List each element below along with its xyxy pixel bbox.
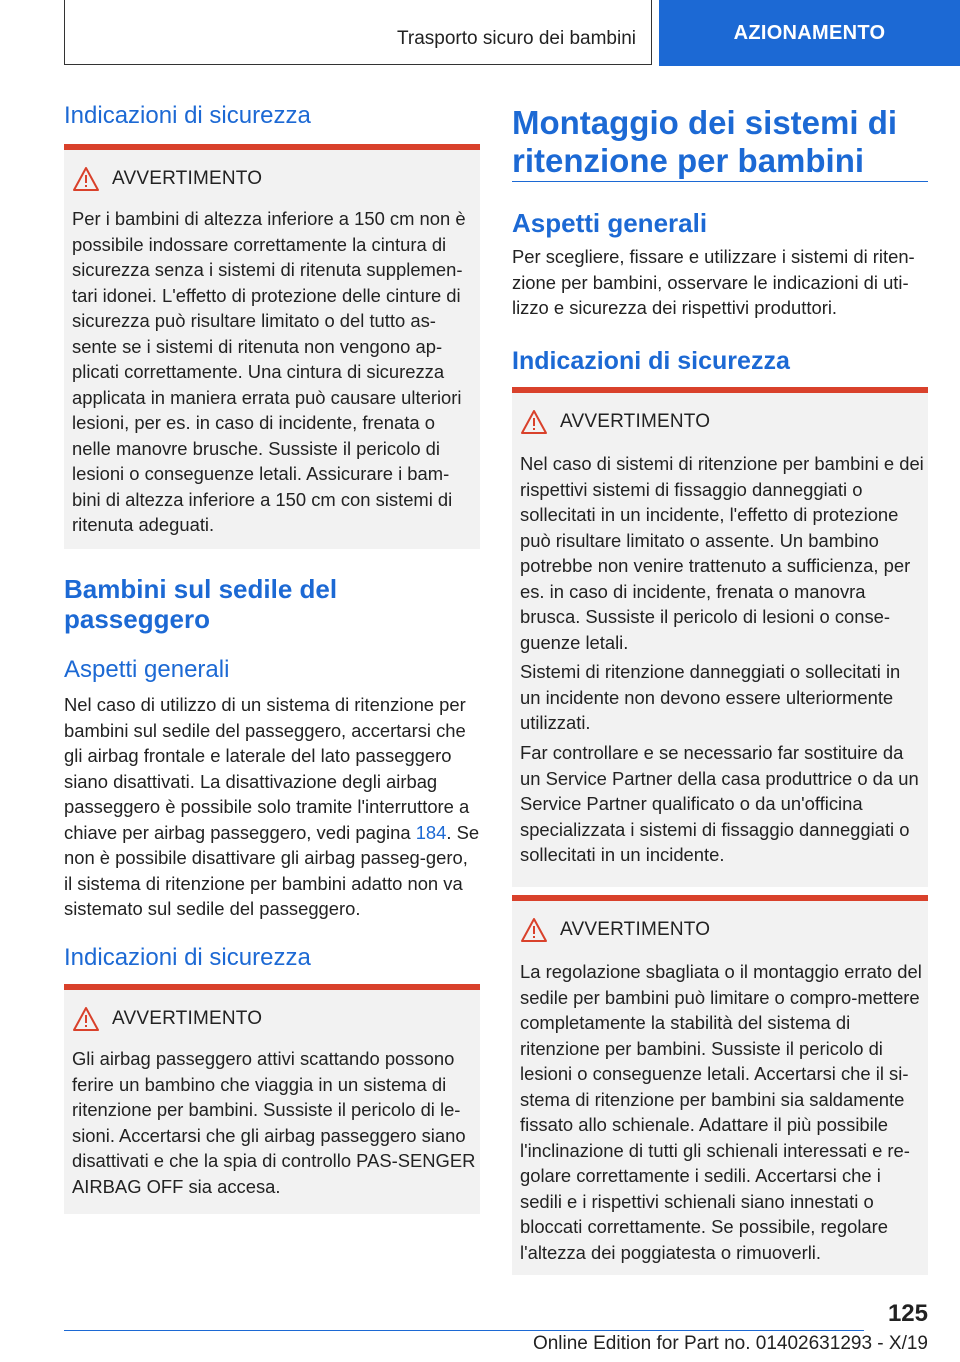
warning-header [72, 166, 262, 192]
warning-header [520, 409, 710, 435]
warning-text: Per i bambini di altezza inferiore a 150 cm non è possibile indossare correttamente la cintura di sicurezza senza i sistemi di ritenuta supplemen-tari idonei. L'effetto di protezione delle cinture di sicurezza può risultare limitato o del tutto as-sente se i sistemi di ritenuta non vengono ap-plicati correttamente. Una cintura di sicurezza applicata in maniera errata può causare ulteriori lesioni, per es. in caso di incidente, frenata o nelle manovre brusche. Sussiste il pericolo di lesioni o conseguenze letali. Assicurare i bam-bini di altezza inferiore a 150 cm con sistemi di ritenuta adeguati. [72, 208, 466, 535]
page-link-184[interactable]: 184 [415, 821, 447, 843]
chapter-tab[interactable]: AZIONAMENTO [659, 0, 960, 66]
warning-triangle-icon [520, 917, 548, 943]
subheading-general: Aspetti generali [64, 656, 230, 683]
heading-safety-right: Indicazioni di sicurezza [512, 347, 790, 375]
warning-triangle-icon [72, 1006, 100, 1032]
footer-edition: Online Edition for Part no. 01402631293 - X/19 [532, 1333, 928, 1354]
warning-header [72, 1006, 262, 1032]
warning-text: La regolazione sbagliata o il montaggio errato del sedile per bambini può limitare o compro-mettere completamente la stabilità del sistema di ritenzione per bambini. Sussiste il pericolo di lesioni o conseguenze letali. Accertarsi che il si-stema di ritenzione per bambini sia saldamente fissato allo schienale. Adattare il più possibile l'inclinazione di tutti gli schienali interessati e re-golare correttamente i sedili. Accertarsi che i sedili e i rispettivi schienali siano innestati o bloccati correttamente. Se possibile, regolare l'altezza dei poggiatesta o rimuoverli. [520, 961, 922, 1263]
page-number: 125 [887, 1300, 928, 1327]
warning-title: AVVERTIMENTO [112, 1008, 263, 1029]
warning-triangle-icon [520, 409, 548, 435]
header-mid-line [651, 0, 652, 64]
warning-text: Gli airbag passeggero attivi scattando possono ferire un bambino che viaggia in un sistema di ritenzione per bambini. Sussiste il pericolo di le-sioni. Accertarsi che gli airbag passeggero siano disattivati e che la spia di controllo PAS-SENGER AIRBAG OFF sia accesa. [72, 1048, 476, 1197]
heading-safety-1: Indicazioni di sicurezza [64, 102, 311, 129]
heading-passenger-seat: Bambini sul sedile del passeggero [64, 574, 338, 634]
general-text-after-link: . Se non è possibile disattivare gli airbag passeg-gero, il sistema di ritenzione per bambini adatto non va sistemato sul sedile del passeggero. [64, 821, 480, 919]
general-paragraph-right: Per scegliere, fissare e utilizzare i sistemi di riten-zione per bambini, osservare le indicazioni di uti-lizzo e sicurezza dei rispettivi produttori. [512, 246, 915, 318]
subheading-general-right: Aspetti generali [512, 208, 708, 238]
warning-paragraph-3: Far controllare e se necessario far sostituire da un Service Partner della casa produttrice o da un Service Partner qualificato o da un'officina specializzata i sistemi di fissaggio danneggiati o sollecitati in un incidente. [520, 742, 919, 865]
title-rule [512, 181, 928, 182]
warning-box-2 [64, 984, 480, 1214]
warning-box-4 [512, 895, 928, 1275]
heading-safety-2: Indicazioni di sicurezza [64, 944, 311, 971]
warning-paragraph-2: Sistemi di ritenzione danneggiati o sollecitati in un incidente non devono essere ulteriormente utilizzati. [520, 661, 901, 733]
general-text-before-link: Nel caso di utilizzo di un sistema di ritenzione per bambini sul sedile del passeggero, accertarsi che gli airbag frontale e laterale del lato passeggero siano disattivati. La disattivazione degli airbag passeggero è possibile solo tramite l'interruttore a chiave per airbag passeggero, vedi pagina [64, 694, 470, 843]
section-title: Trasporto sicuro dei bambini [396, 28, 636, 49]
general-paragraph [64, 692, 480, 922]
warning-box-1 [64, 144, 480, 549]
warning-title: AVVERTIMENTO [560, 411, 711, 432]
header-bottom-line [64, 64, 652, 65]
warning-title: AVVERTIMENTO [112, 168, 263, 189]
warning-paragraph-1: Nel caso di sistemi di ritenzione per bambini e dei rispettivi sistemi di fissaggio danneggiati o sollecitati in un incidente, l'effetto di protezione può risultare limitato o assente. Un bambino potrebbe non venire trattenuto a sufficienza, per es. in caso di incidente, frenata o manovra brusca. Sussiste il pericolo di lesioni o conse-guenze letali. [520, 453, 924, 653]
warning-title: AVVERTIMENTO [560, 919, 711, 940]
warning-header [520, 917, 710, 943]
footer-rule [64, 1330, 864, 1331]
main-title: Montaggio dei sistemi di ritenzione per bambini [512, 104, 898, 179]
warning-box-3 [512, 387, 928, 887]
warning-triangle-icon [72, 166, 100, 192]
